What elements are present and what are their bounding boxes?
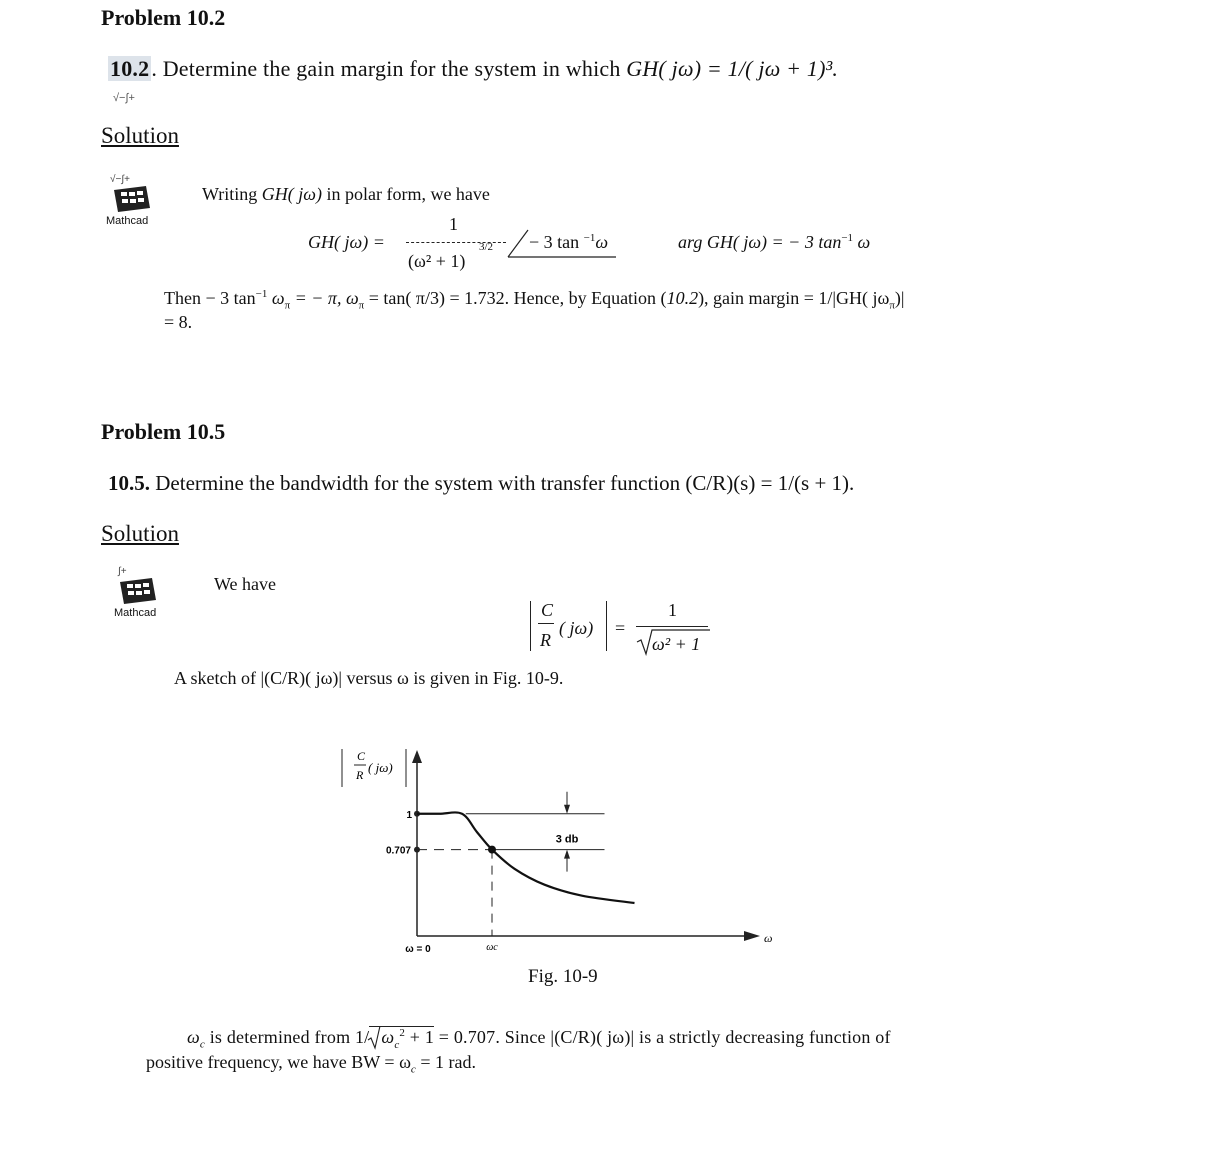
solution-label-2: Solution [101,521,179,546]
figure-10-9 [320,735,800,965]
eq-C: C [541,600,554,620]
icon-marks: √−∫+ [110,174,130,185]
fraction-bar [636,626,708,627]
3db-arrow-bottom [564,850,570,859]
closing-line-2: positive frequency, we have BW = $\omega_c = 1$ rad. [146,1052,476,1076]
mathcad-icon [104,176,160,228]
calculator-icon [112,184,152,214]
c-over-r-bar [538,623,554,624]
polar-eq-exponent: 3/2 [479,241,494,253]
mathcad-label: Mathcad [114,607,157,619]
y-label-jw: ( jω) [368,760,393,775]
y-tick-label-1: 1 [406,809,412,821]
statement-text: Determine the bandwidth for the system with transfer function (C/R)(s) = 1/(s + 1). [150,471,855,495]
abs-bar-left [530,601,531,651]
eq-equals: = [615,618,626,638]
problem-10-5-statement [108,471,854,496]
solution-label-1: Solution [101,123,179,148]
angle-expression: − 3 tan $^{-1}$ω [529,232,609,252]
arg-equation: arg GH( jω) = − 3 $\tan^{-1} \omega$ [678,232,871,252]
eq-numerator: 1 [668,600,677,620]
x-axis-arrow [744,931,760,941]
icon-marks: ∫+ [118,566,127,577]
y-label-R: R [356,768,364,782]
3db-label: 3 db [555,833,579,846]
margin-marks: √−∫+ [113,92,135,104]
mathcad-icon [112,568,168,620]
y-tick-label-0707: 0.707 [385,845,411,857]
eq-R: R [540,630,551,650]
problem-number: 10.5. [108,471,150,495]
closing-line-1: $\omega_c$ is determined from 1/ $\omega_c^2 + 1 = 0.707$. Since |(C/R)( jω)| is a strictly decreasing function of [187,1027,891,1051]
problem-10-5-heading: Problem 10.5 [101,419,226,444]
3db-annotation [556,792,579,872]
y-label-C: C [357,749,366,763]
gain-margin-result: = 8. [164,312,193,332]
eq-denominator: ω² + 1 [652,634,701,654]
polar-eq-lhs: GH( jω) = [308,232,385,252]
problem-10-2-statement [108,56,838,82]
problem-10-2-heading: Problem 10.2 [101,5,226,30]
sketch-description: A sketch of |(C/R)( jω)| versus ω is given in Fig. 10-9. [174,668,564,688]
x-tick-label-omega-0: ω = 0 [405,944,431,955]
eq-jw: ( jω) [559,618,594,638]
problem-number: 10.2 [110,56,150,81]
polar-eq-numerator: 1 [449,214,458,234]
sqrt-expression: $\omega_c^2 + 1$ [369,1026,434,1051]
calculator-icon [118,576,158,606]
y-axis-arrow [412,750,422,763]
polar-form-intro: Writing GH( jω) in polar form, we have [202,184,490,204]
x-tick-label-omega-c: ωc [486,942,498,953]
polar-eq-denominator: (ω² + 1) [408,251,466,271]
statement-text: . Determine the gain margin for the system in which [151,56,627,81]
abs-bar-right [606,601,607,651]
mathcad-label: Mathcad [106,215,149,227]
transfer-function: GH( jω) = 1/( jω + 1)³. [626,56,839,81]
wc-point [488,846,496,854]
figure-caption: Fig. 10-9 [528,966,598,987]
then-line: Then − 3 $\tan^{-1} \omega_\pi$ = − π, $\omega_\pi = \tan$( π/3) = 1.732. Hence, by Equation (10.2), gain margin = 1/|GH( $j\omega_\pi)|$ [164,288,905,312]
y-axis-label [342,749,406,787]
sqrt-symbol [367,1026,381,1050]
3db-arrow-top [564,805,570,814]
magnitude-curve [417,812,635,903]
we-have: We have [214,574,277,594]
x-axis-label: ω [764,931,773,945]
